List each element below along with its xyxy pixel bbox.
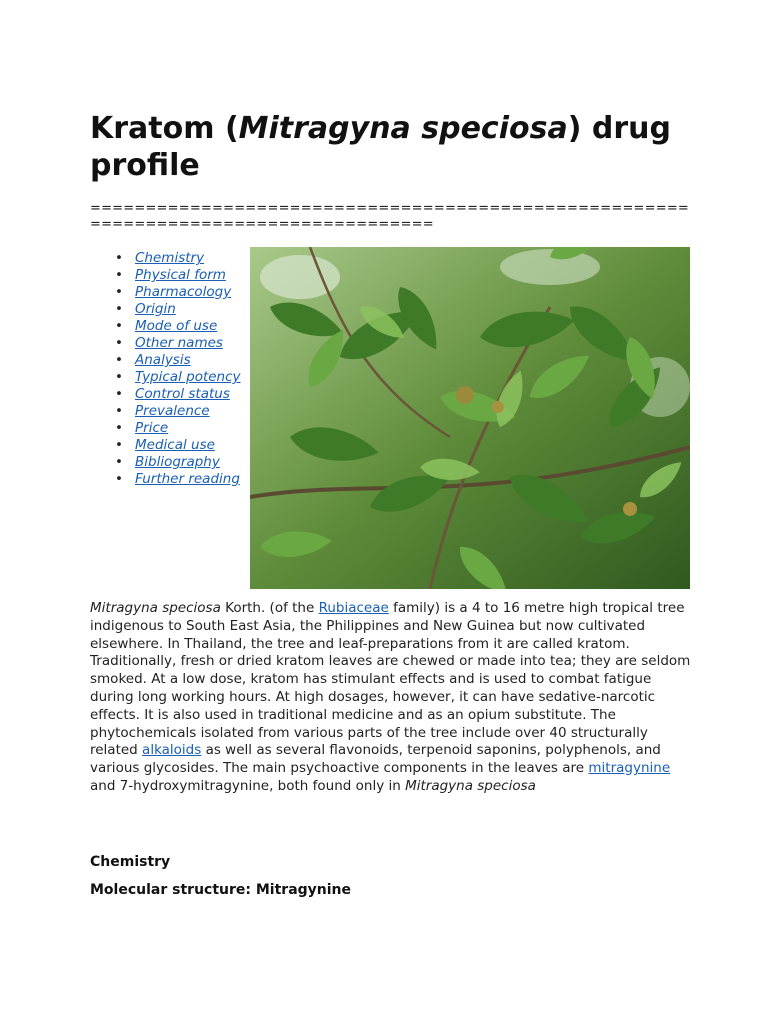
title-species: Mitragyna speciosa: [238, 111, 568, 146]
toc-link-control-status[interactable]: Control status: [135, 386, 230, 402]
toc-link-prevalence[interactable]: Prevalence: [135, 403, 210, 419]
link-alkaloids[interactable]: alkaloids: [142, 742, 202, 759]
page-title: Kratom (Mitragyna speciosa) drug profile: [90, 111, 671, 183]
toc-link-bibliography[interactable]: Bibliography: [135, 454, 220, 470]
intro-paragraph: Mitragyna speciosa Korth. (of the Rubiaceae family) is a 4 to 16 metre high tropical tree indigenous to South East Asia, the Philippines and New Guinea but now cultivated elsewhere. In Thailand, the tree and leaf-preparations from it are called kratom. Traditionally, fresh or dried kratom leaves are chewed or made into tea; they are seldom smoked. At a low dose, kratom has stimulant effects and is used to combat fatigue during long working hours. At high dosages, however, it can have sedative-narcotic effects. It is also used in traditional medicine and as an opium substitute. The phytochemicals isolated from various parts of the tree include over 40 structurally related alkaloids as well as several flavonoids, terpenoid saponins, polyphenols, and various glycosides. The main psychoactive components in the leaves are mitragynine and 7-hydroxymitragynine, both found only in Mitragyna speciosa: [90, 600, 691, 794]
toc-link-physical-form[interactable]: Physical form: [135, 267, 226, 283]
molecular-structure-heading: Molecular structure: Mitragynine: [90, 882, 352, 898]
link-mitragynine[interactable]: mitragynine: [588, 760, 671, 777]
toc-link-chemistry[interactable]: Chemistry: [135, 250, 205, 266]
toc-link-typical-potency[interactable]: Typical potency: [135, 369, 241, 385]
toc-link-further-reading[interactable]: Further reading: [135, 471, 240, 487]
toc-link-origin[interactable]: Origin: [135, 301, 176, 317]
kratom-leaves-photo: [250, 247, 690, 589]
separator-line: =====================================================================================: [90, 201, 689, 232]
chemistry-heading: Chemistry: [90, 854, 171, 870]
link-rubiaceae[interactable]: Rubiaceae: [318, 600, 389, 616]
toc-link-price[interactable]: Price: [135, 420, 169, 436]
species-name-end: Mitragyna speciosa: [405, 777, 536, 794]
species-name: Mitragyna speciosa: [90, 600, 221, 616]
toc-link-mode-of-use[interactable]: Mode of use: [135, 318, 218, 334]
toc-link-pharmacology[interactable]: Pharmacology: [135, 284, 232, 300]
toc-link-analysis[interactable]: Analysis: [135, 352, 191, 368]
toc-link-other-names[interactable]: Other names: [135, 335, 223, 351]
toc-link-medical-use[interactable]: Medical use: [135, 437, 215, 453]
